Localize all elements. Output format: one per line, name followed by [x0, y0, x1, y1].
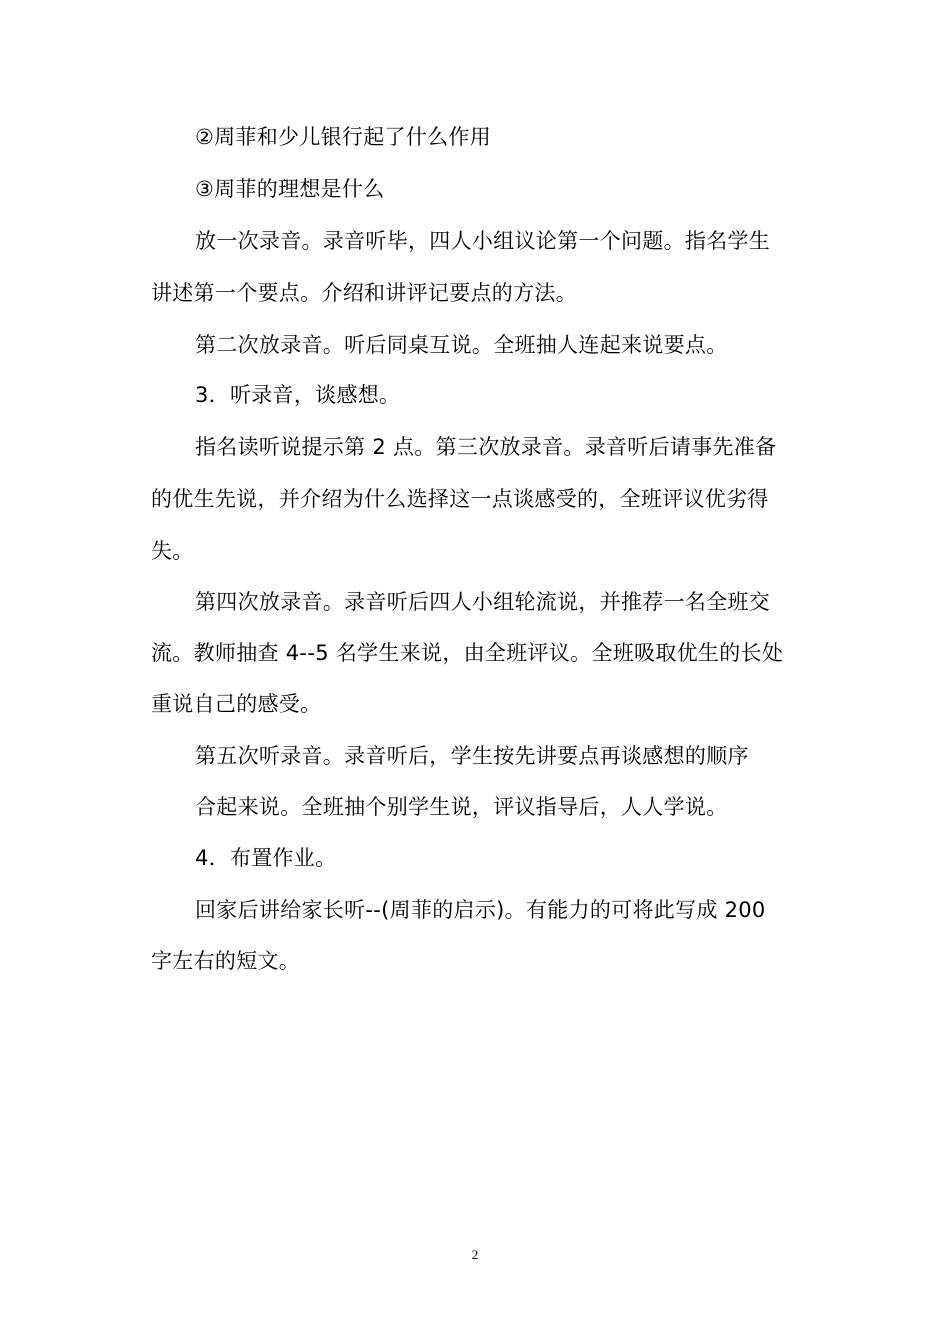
- text-line: 的优生先说，并介绍为什么选择这一点谈感受的，全班评议优劣得: [151, 487, 769, 511]
- text-line: 讲述第一个要点。介绍和讲评记要点的方法。: [151, 281, 577, 305]
- text-line: 放一次录音。录音听毕，四人小组议论第一个问题。指名学生: [195, 229, 771, 253]
- text-line: 第二次放录音。听后同桌互说。全班抽人连起来说要点。: [195, 333, 728, 357]
- text-line: ②周菲和少儿银行起了什么作用: [195, 125, 492, 149]
- text-line: 字左右的短文。: [151, 949, 301, 973]
- text-line: 合起来说。全班抽个别学生说，评议指导后，人人学说。: [195, 795, 728, 819]
- text-line: 4．布置作业。: [195, 846, 337, 870]
- page-number: 2: [471, 1247, 479, 1262]
- text-line: 第四次放录音。录音听后四人小组轮流说，并推荐一名全班交: [195, 590, 771, 614]
- text-line: 指名读听说提示第 2 点。第三次放录音。录音听后请事先准备: [195, 435, 777, 459]
- text-line: 3．听录音，谈感想。: [195, 383, 401, 407]
- text-line: 重说自己的感受。: [151, 692, 322, 716]
- text-line: 流。教师抽查 4--5 名学生来说，由全班评议。全班吸取优生的长处: [151, 641, 784, 665]
- text-line: 回家后讲给家长听--(周菲的启示)。有能力的可将此写成 200: [195, 898, 766, 922]
- text-line: 失。: [151, 539, 194, 563]
- text-line: 第五次听录音。录音听后，学生按先讲要点再谈感想的顺序: [195, 744, 749, 768]
- text-line: ③周菲的理想是什么: [195, 177, 385, 201]
